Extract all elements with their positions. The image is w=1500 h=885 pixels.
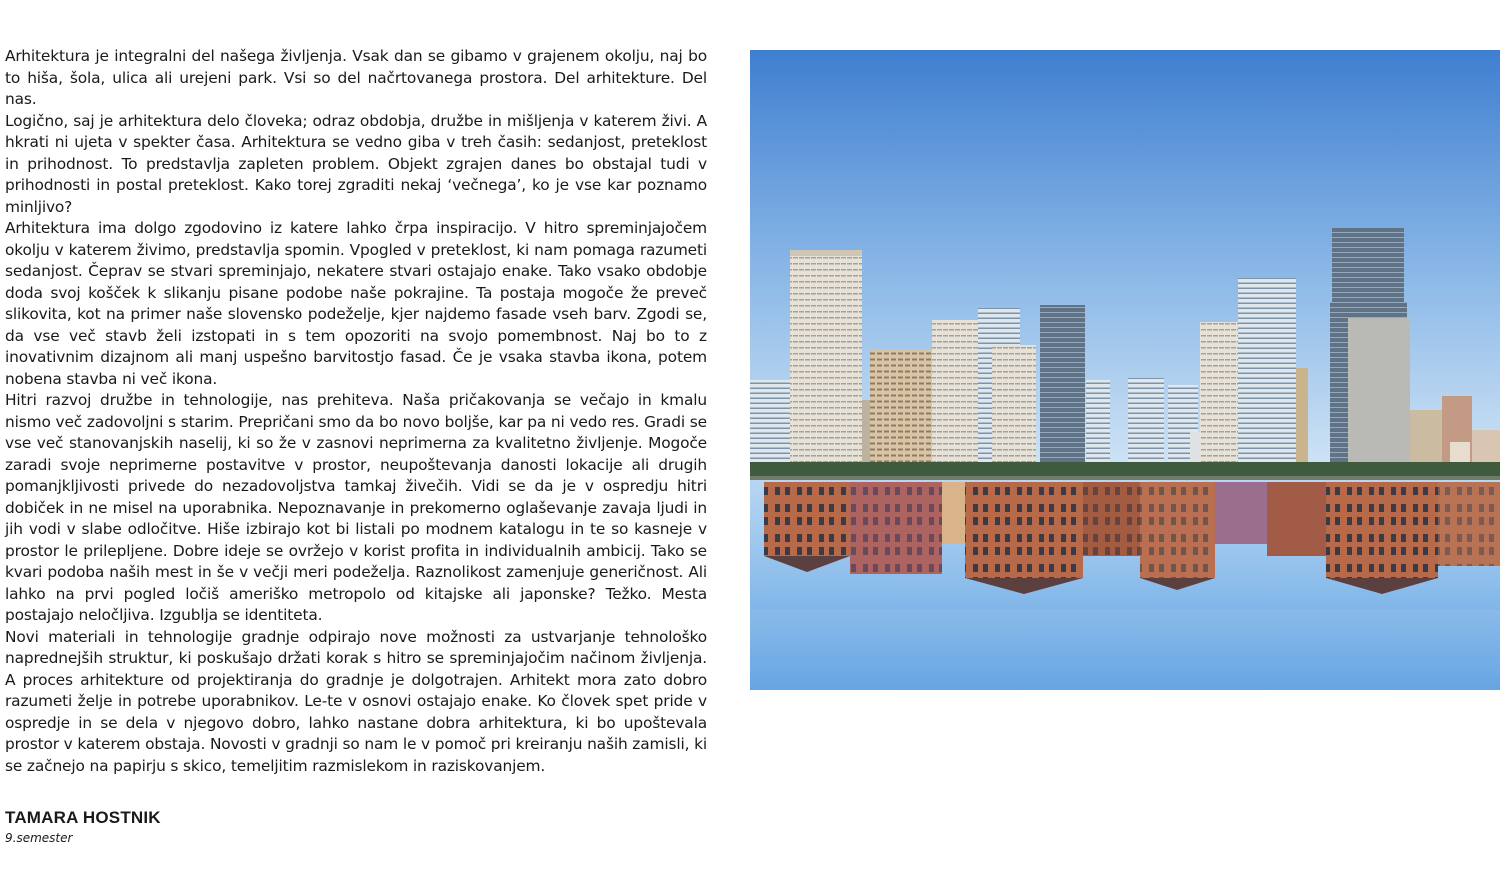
essay-paragraph: Arhitektura ima dolgo zgodovino iz katere lahko črpa inspiracijo. V hitro spreminjajočem okolju v katerem živimo, predstavlja spomin. Vpogled v preteklost, ki nam pomaga razumeti sedanjost. Čeprav se stvari spreminjajo, nekatere stvari ostajajo enake. Tako vsako obdobje doda svoj košček k slikanju pisane podobe naše pokrajine. Ta postaja mogoče že preveč slikovita, kot na primer naše slovensko podeželje, kjer najdemo fasade vseh barv. Zgodi se, da vse več stavb želi izstopati in s tem opozoriti na svojo pomembnost. Naj bo to z inovativnim dizajnom ali manj uspešno barvitostjo fasad. Če je vsaka stavba ikona, potem nobena stavba ni več ikona. <box>5 219 707 388</box>
essay-paragraph: Hitri razvoj družbe in tehnologije, nas prehiteva. Naša pričakovanja se večajo in kmalu nismo več zadovoljni s starim. Prepričani smo da bo novo boljše, kar pa ni vedo res. Gradi se vse več stanovanjskih naselij, ki so že v zasnovi neprimerna za kvalitetno življenje. Mogoče zaradi svoje neprimerne postavitve v prostor, neupoštevanja danosti lokacije ali drugih pomanjkljivosti privede do nezadovoljstva tamkaj živečih. Vidi se da je v ospredju hitri dobiček in ne misel na uporabnika. Nepoznavanje in prekomerno oglaševanje zavaja ljudi in jih vodi v slabe odločitve. Hiše izbirajo kot bi listali po modnem katalogu in te so kasneje v prostor le prilepljene. Dobre ideje se ovržejo v korist profita in individualnih ambicij. Tako se kvari podoba naših mest in še v večji meri podeželja. Raznolikost zamenjuje generičnost. Ali lahko na prvi pogled ločiš ameriško metropolo od kitajske ali japonske? Težko. Mesta postajajo neločljiva. Izgublja se identiteta. <box>5 391 707 624</box>
skyline-illustration <box>750 50 1500 690</box>
essay-text <box>5 46 707 777</box>
essay-paragraph: Novi materiali in tehnologije gradnje odpirajo nove možnosti za ustvarjanje tehnološko naprednejših struktur, ki poskušajo držati korak s hitro se spreminjajočim načinom življenja. A proces arhitekture od projektiranja do gradnje je dolgotrajen. Arhitekt mora zato dobro razumeti želje in potrebe uporabnikov. Le-te v osnovi ostajajo enake. Ko človek spet pride v ospredje in se dela v njegovo dobro, lahko nastane dobra arhitektura, ki bo upoštevala prostor v katerem obstaja. Novosti v gradnji so nam le v pomoč pri kreiranju naših zamisli, ki se začnejo na papirju s skico, temeljitim razmislekom in raziskovanjem. <box>5 627 707 775</box>
author-name: TAMARA HOSTNIK <box>5 808 161 827</box>
author-semester: 9.semester <box>5 831 73 845</box>
skyline-photo <box>750 50 1500 690</box>
essay-paragraph: Arhitektura je integralni del našega življenja. Vsak dan se gibamo v grajenem okolju, naj bo to hiša, šola, ulica ali urejeni park. Vsi so del načrtovanega prostora. Del arhitekture. Del nas. <box>5 47 707 108</box>
essay-paragraph: Logično, saj je arhitektura delo človeka; odraz obdobja, družbe in mišljenja v katerem živi. A hkrati ni ujeta v spekter časa. Arhitektura se vedno giba v treh časih: sedanjost, preteklost in prihodnost. To predstavlja zapleten problem. Objekt zgrajen danes bo obstajal tudi v prihodnosti in postal preteklost. Kako torej zgraditi nekaj ‘večnega’, ko je vse kar poznamo minljivo? <box>5 111 707 216</box>
